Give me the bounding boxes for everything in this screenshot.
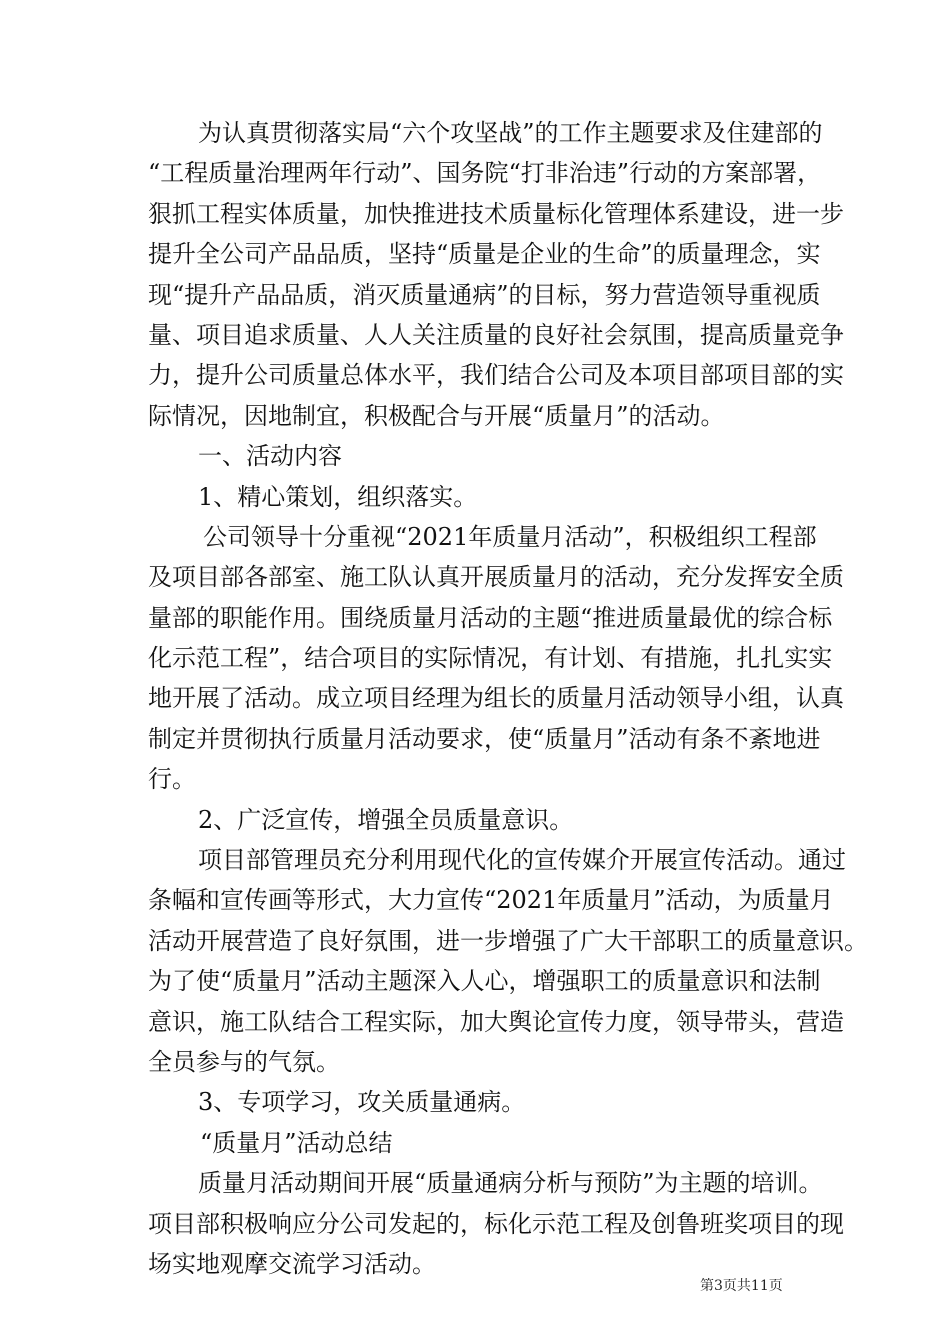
body-paragraph (148, 517, 844, 800)
subheading: 1、精心策划，组织落实。 (198, 482, 478, 511)
document-body (148, 113, 868, 1284)
text-line: 活动开展营造了良好氛围，进一步增强了广大干部职工的质量意识。 (148, 926, 868, 955)
subheading: 2、广泛宣传，增强全员质量意识。 (198, 805, 574, 834)
text-line: 行。 (148, 765, 196, 794)
text-line: 项目部积极响应分公司发起的，标化示范工程及创鲁班奖项目的现 (148, 1209, 844, 1238)
intro-paragraph (148, 113, 844, 436)
text-line: 提升全公司产品品质，坚持“质量是企业的生命”的质量理念，实 (148, 240, 821, 269)
section-heading: 一、活动内容 (198, 442, 342, 471)
text-line: 质量月活动期间开展“质量通病分析与预防”为主题的培训。 (198, 1169, 823, 1198)
text-line: 意识，施工队结合工程实际，加大舆论宣传力度，领导带头，营造 (148, 1007, 844, 1036)
text-line: 地开展了活动。成立项目经理为组长的质量月活动领导小组，认真 (148, 684, 844, 713)
text-line: 公司领导十分重视“2021年质量月活动”，积极组织工程部 (203, 522, 817, 551)
text-line: 制定并贯彻执行质量月活动要求，使“质量月”活动有条不紊地进 (148, 724, 821, 753)
text-line: 条幅和宣传画等形式，大力宣传“2021年质量月”活动，为质量月 (148, 886, 834, 915)
subheading: 3、专项学习，攻关质量通病。 (198, 1088, 526, 1117)
text-line: 量、项目追求质量、人人关注质量的良好社会氛围，提高质量竞争 (148, 320, 844, 349)
text-line: 为认真贯彻落实局“六个攻坚战”的工作主题要求及住建部的 (198, 119, 823, 147)
body-paragraph (148, 840, 868, 1082)
text-line: 狠抓工程实体质量，加快推进技术质量标化管理体系建设，进一步 (148, 199, 844, 228)
text-line: 场实地观摩交流学习活动。 (148, 1249, 436, 1278)
text-line: 现“提升产品品质，消灭质量通病”的目标，努力营造领导重视质 (148, 280, 821, 309)
text-line: 力，提升公司质量总体水平，我们结合公司及本项目部项目部的实 (148, 361, 844, 390)
text-line: 化示范工程”，结合项目的实际情况，有计划、有措施，扎扎实实 (148, 644, 833, 673)
text-line: 为了使“质量月”活动主题深入人心，增强职工的质量意识和法制 (148, 967, 821, 996)
text-line: 全员参与的气氛。 (148, 1047, 340, 1076)
page-number: 第3页共11页 (700, 1278, 783, 1294)
body-paragraph (148, 1163, 844, 1284)
section-title: “质量月”活动总结 (200, 1128, 393, 1157)
text-line: 项目部管理员充分利用现代化的宣传媒介开展宣传活动。通过 (198, 846, 846, 875)
text-line: 量部的职能作用。围绕质量月活动的主题“推进质量最优的综合标 (148, 603, 833, 632)
text-line: 际情况，因地制宜，积极配合与开展“质量月”的活动。 (148, 401, 725, 430)
text-line: 及项目部各部室、施工队认真开展质量月的活动，充分发挥安全质 (148, 563, 844, 592)
text-line: “工程质量治理两年行动”、国务院“打非治违”行动的方案部署， (148, 159, 822, 188)
